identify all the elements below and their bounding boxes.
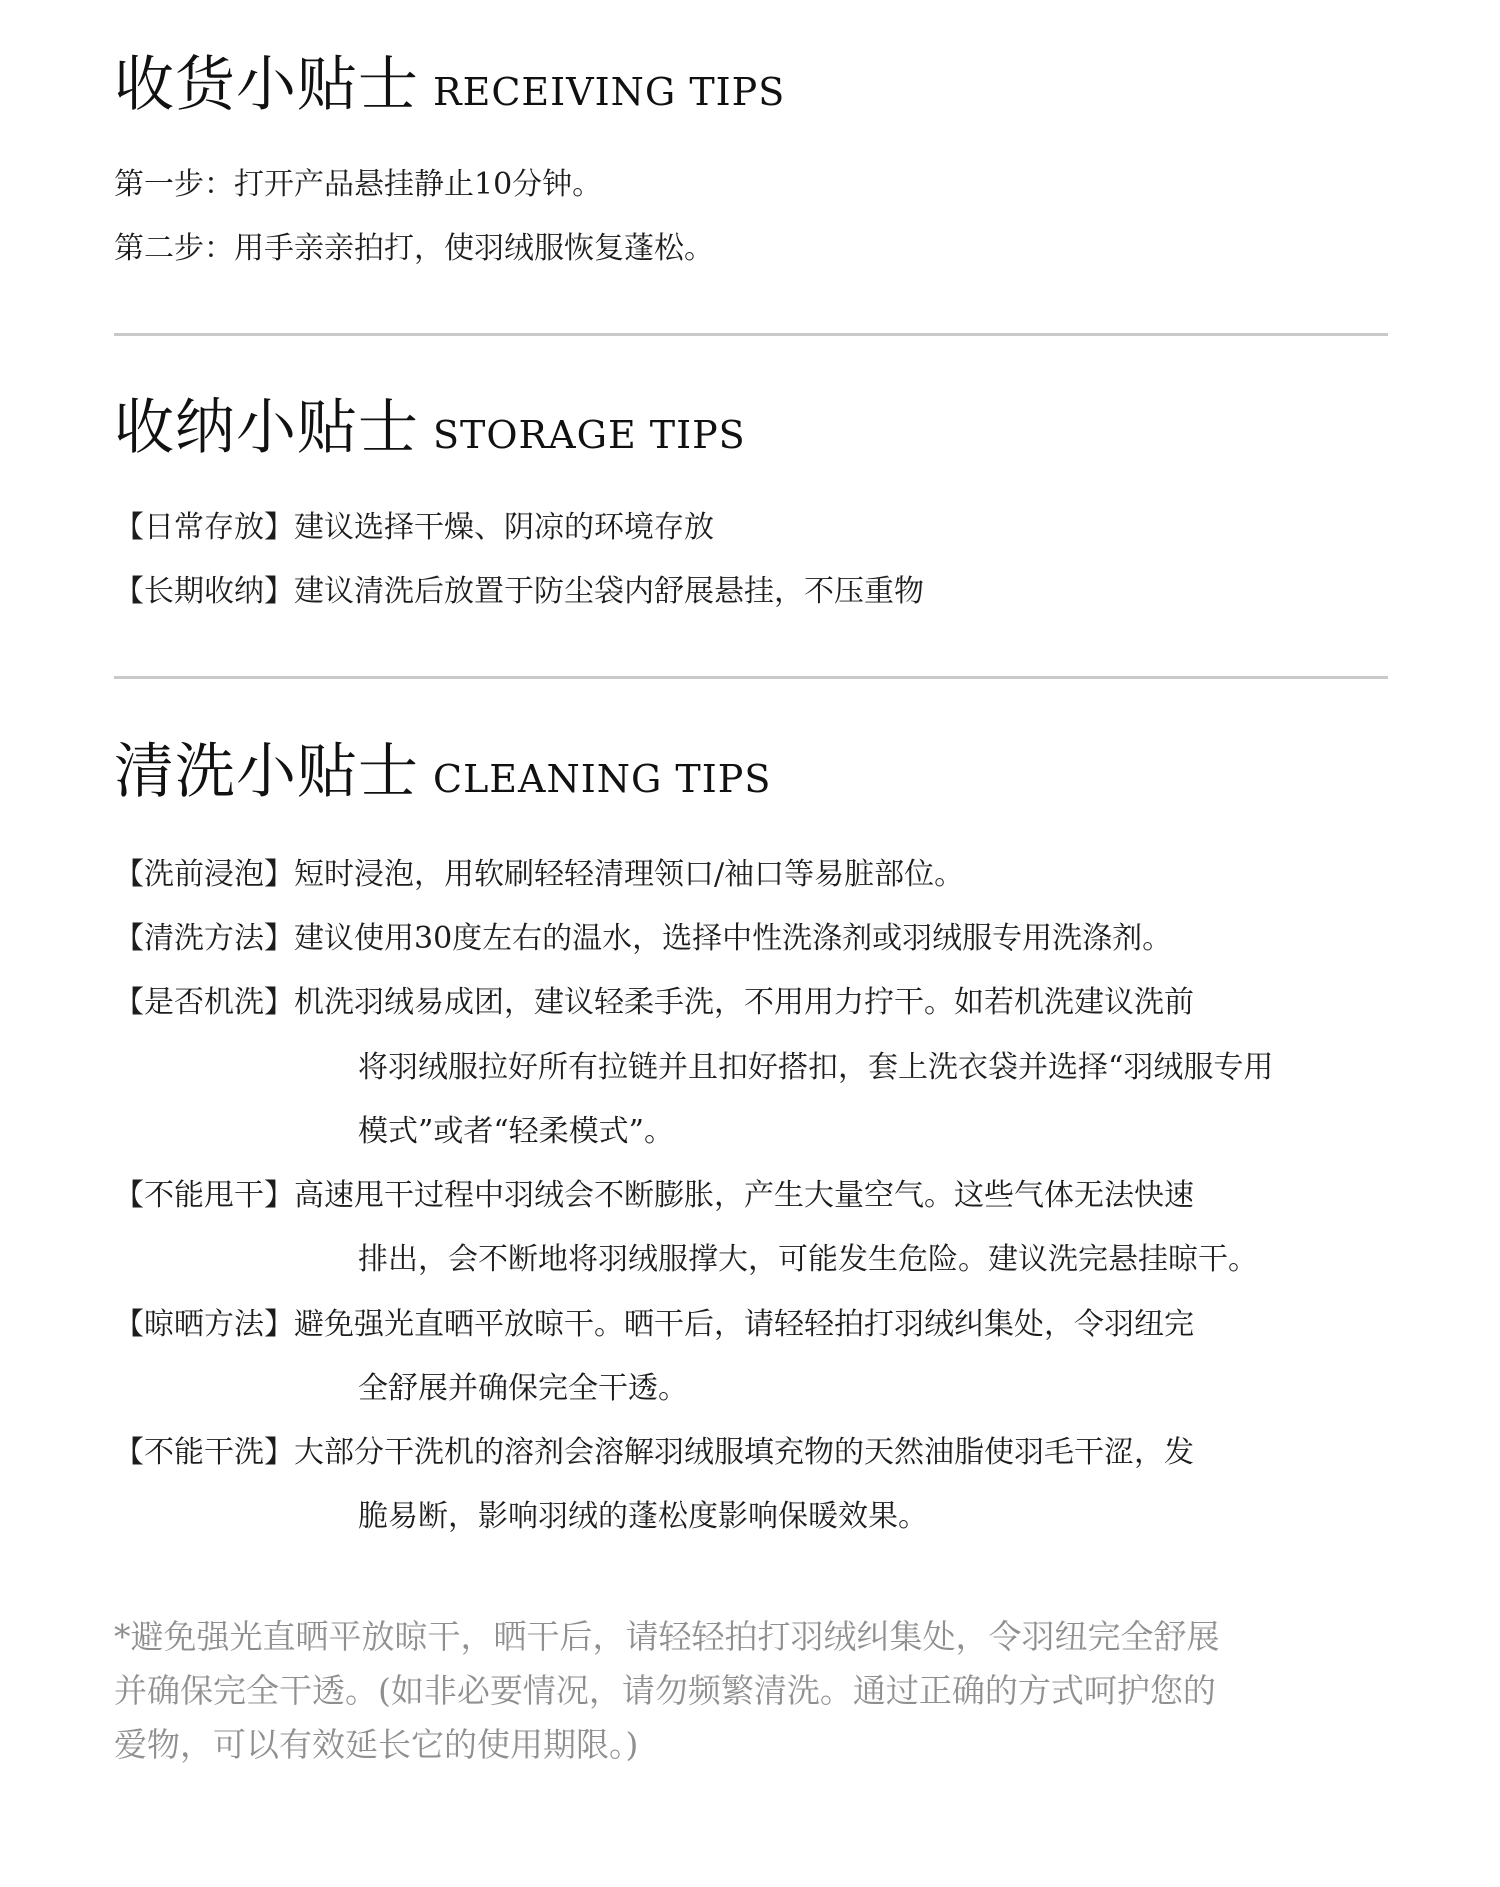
storage-tip-daily: 【日常存放】建议选择干燥、阴凉的环境存放: [114, 510, 714, 545]
receiving-step-2: 第二步：用手亲亲拍打，使羽绒服恢复蓬松。: [114, 231, 714, 266]
divider: [114, 676, 1388, 679]
divider: [114, 333, 1388, 336]
cleaning-tip-no-dry-clean-cont: 脆易断，影响羽绒的蓬松度影响保暖效果。: [358, 1499, 928, 1534]
cleaning-tip-soak: 【洗前浸泡】短时浸泡，用软刷轻轻清理领口/袖口等易脏部位。: [114, 857, 965, 892]
cleaning-tip-machine-wash-cont: 将羽绒服拉好所有拉链并且扣好搭扣，套上洗衣袋并选择“羽绒服专用: [358, 1050, 1274, 1085]
storage-tip-long-term: 【长期收纳】建议清洗后放置于防尘袋内舒展悬挂，不压重物: [114, 574, 924, 609]
storage-tips-title: [114, 393, 746, 463]
storage-title-cn: 收纳小贴士: [114, 393, 419, 463]
cleaning-tip-drying-cont: 全舒展并确保完全干透。: [358, 1371, 688, 1406]
receiving-title-en: RECEIVING TIPS: [433, 70, 786, 114]
cleaning-tips-title: [114, 737, 772, 807]
cleaning-tip-no-spin-cont: 排出，会不断地将羽绒服撑大，可能发生危险。建议洗完悬挂晾干。: [358, 1242, 1258, 1277]
cleaning-tip-no-spin: 【不能甩干】高速甩干过程中羽绒会不断膨胀，产生大量空气。这些气体无法快速: [114, 1178, 1194, 1213]
receiving-title-cn: 收货小贴士: [114, 50, 419, 120]
cleaning-tip-no-dry-clean: 【不能干洗】大部分干洗机的溶剂会溶解羽绒服填充物的天然油脂使羽毛干涩，发: [114, 1435, 1194, 1470]
cleaning-title-en: CLEANING TIPS: [433, 757, 772, 801]
cleaning-title-cn: 清洗小贴士: [114, 737, 419, 807]
storage-title-en: STORAGE TIPS: [433, 413, 746, 457]
receiving-tips-title: [114, 50, 786, 120]
cleaning-tip-machine-wash: 【是否机洗】机洗羽绒易成团，建议轻柔手洗，不用用力拧干。如若机洗建议洗前: [114, 985, 1194, 1020]
footnote-line: 爱物，可以有效延长它的使用期限。): [114, 1725, 639, 1764]
receiving-step-1: 第一步：打开产品悬挂静止10分钟。: [114, 167, 603, 202]
cleaning-tip-machine-wash-cont: 模式”或者“轻柔模式”。: [358, 1114, 675, 1149]
cleaning-tip-drying: 【晾晒方法】避免强光直晒平放晾干。晒干后，请轻轻拍打羽绒纠集处，令羽纽完: [114, 1307, 1194, 1342]
footnote-line: *避免强光直晒平放晾干，晒干后，请轻轻拍打羽绒纠集处，令羽纽完全舒展: [114, 1617, 1220, 1656]
footnote-line: 并确保完全干透。(如非必要情况，请勿频繁清洗。通过正确的方式呵护您的: [114, 1671, 1216, 1710]
footnote: [114, 1610, 1414, 1772]
cleaning-tip-method: 【清洗方法】建议使用30度左右的温水，选择中性洗涤剂或羽绒服专用洗涤剂。: [114, 921, 1173, 956]
